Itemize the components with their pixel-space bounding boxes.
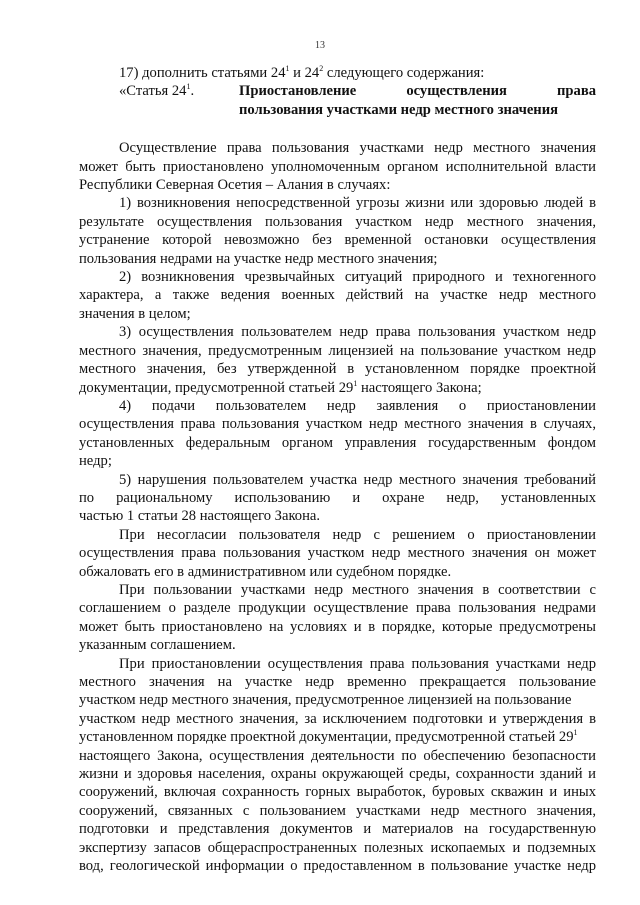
case-3: 3) осуществления пользователем недр права пользования участком недр местного значения, предусмотренным лицензией на пользование участком недр местного значения, без утвержденной в установленном порядке проектной документации, предусмотренной статьей $29^1$ настоящего Закона; <box>79 324 596 396</box>
paragraph-intro: Осуществление права пользования участками недр местного значения может быть приостановлено уполномоченным органом исполнительной власти Республики Северная Осетия – Алания в случаях: <box>79 140 596 194</box>
case-4: 4) подачи пользователем недр заявления о приостановлении осуществления права пользования участком недр местного значения в случаях, установленных федеральным органом управления государственным фондом недр; <box>79 397 596 470</box>
paragraph-appeal: При несогласии пользователя недр с решением о приостановлении осуществления права пользования участком недр местного значения он может обжаловать его в административном или судебном порядке. <box>79 526 596 580</box>
page-number: 13 <box>315 40 325 51</box>
paragraph-suspension: При приостановлении осуществления права пользования участками недр местного значения на участке недр временно прекращается пользование участком недр местного значения, предусмотренное лицензией на пользование участком недр местного значения, за исключением подготовки и утверждения в установленном порядке проектной документации, предусмотренной статьей $29^1$ настоящего Закона, осуществления деятельности по обеспечению безопасности жизни и здоровья населения, охраны окружающей среды, сохранности зданий и сооружений, включая сохранность горных выработок, буровых скважин и иных сооружений, связанных с пользованием участками недр местного значения, подготовки и представления документов и материалов на государственную экспертизу запасов общераспространенных полезных ископаемых и подземных вод, геологической информации о предоставленном в пользование участке недр <box>79 655 596 875</box>
article-title: Приостановление осуществления права пользования участками недр местного значения <box>239 83 596 118</box>
case-5: 5) нарушения пользователем участка недр местного значения требований по рациональному использованию и охране недр, установленных частью 1 статьи 28 настоящего Закона. <box>79 471 596 525</box>
case-1: 1) возникновения непосредственной угрозы жизни или здоровью людей в результате осуществления пользования участком недр местного значения, устранение которой невозможно без временной остановки осуществления пользования недрами на участке недр местного значения; <box>79 195 596 267</box>
paragraph-psa: При пользовании участками недр местного значения в соответствии с соглашением о разделе продукции осуществление права пользования недрами может быть приостановлено на условиях и в порядке, которые предусмотрены указанным соглашением. <box>79 581 596 654</box>
amendment-intro: 17) дополнить статьями $24^1$ и $24^2$ следующего содержания: <box>119 64 485 81</box>
article-number: «Статья $24^1$. <box>119 82 195 100</box>
document-body <box>79 64 596 875</box>
article-heading <box>79 82 596 119</box>
case-2: 2) возникновения чрезвычайных ситуаций природного и техногенного характера, а также ведения военных действий на участке недр местного значения в целом; <box>79 269 596 322</box>
